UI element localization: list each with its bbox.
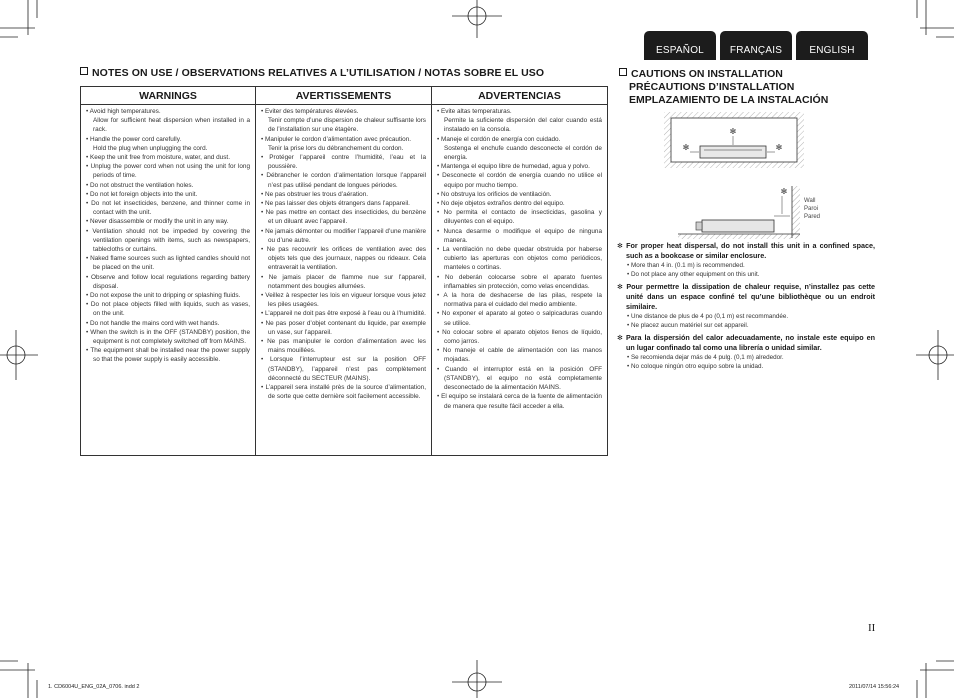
list-item: • Avoid high temperatures. — [86, 107, 250, 116]
advertencias-column — [432, 105, 608, 456]
list-item: Tenir compte d’une dispersion de chaleur suffisante lors de l’installation sur une étagère. — [268, 117, 426, 134]
list-item: • Do not obstruct the ventilation holes. — [86, 181, 250, 190]
tab-english[interactable]: ENGLISH — [796, 31, 868, 60]
caution-item: ✻ Para la dispersión del calor adecuadamente, no instale este equipo en un lugar confinado tal como una librería o unidad similar. • Se recomienda dejar más de 4 pulg. (0,1 m) alrededor. • No coloque ningún otro equipo sobre la unidad. — [617, 333, 875, 371]
list-item: • El equipo se instalará cerca de la fuente de alimentación de manera que resulte fácil acceder a ella. — [437, 392, 602, 410]
language-tabs — [644, 31, 868, 60]
list-item: • Manipuler le cordon d’alimentation avec précaution. — [261, 135, 426, 144]
enclosure-diagram — [664, 112, 804, 173]
cautions-list — [617, 241, 875, 374]
list-item: • Veillez à respecter les lois en vigueur lorsque vous jetez les piles usagées. — [261, 291, 426, 309]
list-item: • Ne pas laisser des objets étrangers dans l’appareil. — [261, 199, 426, 208]
list-item: • Ne pas recouvrir les orifices de ventilation avec des objets tels que des journaux, nappes ou rideaux. Cela entraverait la ventilation. — [261, 245, 426, 273]
list-item: Sostenga el enchufe cuando desconecte el cordón de energía. — [444, 144, 602, 162]
list-item: • When the switch is in the OFF (STANDBY) position, the equipment is not completely switched off from MAINS. — [86, 328, 250, 346]
list-item: • Handle the power cord carefully. — [86, 135, 250, 144]
list-item: • A la hora de deshacerse de las pilas, respete la normativa para el cuidado del medio ambiente. — [437, 291, 602, 309]
list-item: • L’appareil sera installé près de la source d’alimentation, de sorte que cette dernière soit facilement accessible. — [261, 383, 426, 401]
list-item: Tenir la prise lors du débranchement du cordon. — [268, 144, 404, 152]
list-item: Permite la suficiente dispersión del calor cuando está instalado en la consola. — [444, 117, 602, 134]
list-item: • Protéger l’appareil contre l’humidité, l’eau et la poussière. — [261, 153, 426, 171]
list-item: • Observe and follow local regulations regarding battery disposal. — [86, 273, 250, 291]
list-item: • No obstruya los orificios de ventilación. — [437, 190, 602, 199]
list-item: • Ne pas poser d’objet contenant du liquide, par exemple un vase, sur l’appareil. — [261, 319, 426, 337]
footer-file-info: 1. CD6004U_ENG_02A_0706. indd 2 — [48, 684, 140, 690]
list-item: • No deberán colocarse sobre el aparato fuentes inflamables sin protección, como velas encendidas. — [437, 273, 602, 291]
list-item: • Do not handle the mains cord with wet hands. — [86, 319, 250, 328]
registration-mark-bottom — [452, 658, 502, 698]
list-item: • Ne jamais placer de flamme nue sur l’appareil, notamment des bougies allumées. — [261, 273, 426, 291]
list-item: • Cuando el interruptor está en la posición OFF (STANDBY), el equipo no está completamente desconectado de la alimentación MAINS. — [437, 365, 602, 393]
list-item: • Evite altas temperaturas. — [437, 107, 602, 116]
list-item: • No deje objetos extraños dentro del equipo. — [437, 199, 602, 208]
list-item: • Débrancher le cordon d’alimentation lorsque l’appareil n’est pas utilisé pendant de longues périodes. — [261, 171, 426, 189]
section-title: NOTES ON USE / OBSERVATIONS RELATIVES A L’UTILISATION / NOTAS SOBRE EL USO — [80, 67, 544, 79]
wall-diagram — [678, 186, 802, 247]
checkbox-square-icon — [80, 67, 88, 75]
list-item: • Ne jamais démonter ou modifier l’appareil d’une manière ou d’une autre. — [261, 227, 426, 245]
list-item: • L’appareil ne doit pas être exposé à l’eau ou à l’humidité. — [261, 309, 426, 318]
registration-mark-right — [914, 330, 954, 380]
cautions-title: CAUTIONS ON INSTALLATION PRÉCAUTIONS D’INSTALLATION EMPLAZAMIENTO DE LA INSTALACIÓN — [619, 68, 828, 107]
warnings-column — [81, 105, 256, 456]
list-item: • Eviter des températures élevées. — [261, 107, 426, 116]
list-item: • Do not expose the unit to dripping or splashing fluids. — [86, 291, 250, 300]
list-item: • Ne pas mettre en contact des insecticides, du benzène et un diluant avec l’appareil. — [261, 208, 426, 226]
list-item: • Unplug the power cord when not using the unit for long periods of time. — [86, 162, 250, 180]
list-item: • Maneje el cordón de energía con cuidado. — [437, 135, 602, 144]
list-item: • Naked flame sources such as lighted candles should not be placed on the unit. — [86, 254, 250, 272]
svg-text:✻: ✻ — [682, 143, 690, 152]
list-item: • No maneje el cable de alimentación con las manos mojadas. — [437, 346, 602, 364]
wall-label: Wall Paroi Pared — [804, 198, 821, 220]
header-advertencias: ADVERTENCIAS — [432, 87, 608, 105]
svg-text:✻: ✻ — [780, 187, 788, 196]
caution-item: ✻ For proper heat dispersal, do not install this unit in a confined space, such as a bookcase or similar enclosure. • More than 4 in. (0.1 m) is recommended. • Do not place any other equipment on this unit. — [617, 241, 875, 279]
list-item: • Ne pas obstruer les trous d’aération. — [261, 190, 426, 199]
list-item: • Lorsque l’interrupteur est sur la position OFF (STANDBY), l’appareil n’est pas complètement déconnecté du SECTEUR (MAINS). — [261, 355, 426, 383]
list-item: • No colocar sobre el aparato objetos llenos de líquido, como jarros. — [437, 328, 602, 346]
list-item: • Ventilation should not be impeded by covering the ventilation openings with items, such as newspapers, tablecloths or curtains. — [86, 227, 250, 255]
header-avertissements: AVERTISSEMENTS — [256, 87, 432, 105]
header-warnings: WARNINGS — [81, 87, 256, 105]
list-item: • La ventilación no debe quedar obstruida por haberse cubierto las aperturas con objetos como periódicos, manteles o cortinas. — [437, 245, 602, 273]
list-item: • Ne pas manipuler le cordon d’alimentation avec les mains mouillées. — [261, 337, 426, 355]
tab-espanol[interactable]: ESPAÑOL — [644, 31, 716, 60]
list-item: • Do not place objects filled with liquids, such as vases, on the unit. — [86, 300, 250, 318]
svg-text:✻: ✻ — [775, 143, 783, 152]
list-item: • Mantenga el equipo libre de humedad, agua y polvo. — [437, 162, 602, 171]
checkbox-square-icon — [619, 68, 627, 76]
tab-francais[interactable]: FRANÇAIS — [720, 31, 792, 60]
caution-item: ✻ Pour permettre la dissipation de chaleur requise, n’installez pas cette unité dans un espace confiné tel qu’une bibliothèque ou un endroit similaire. • Une distance de plus de 4 po (0,1 m) est recommandée. • Ne placez aucun matériel sur cet appareil. — [617, 282, 875, 330]
list-item: Allow for sufficient heat dispersion when installed in a rack. — [93, 117, 250, 134]
list-item: • Nunca desarme o modifique el equipo de ninguna manera. — [437, 227, 602, 245]
list-item: • No permita el contacto de insecticidas, gasolina y diluyentes con el equipo. — [437, 208, 602, 226]
list-item: • Keep the unit free from moisture, water, and dust. — [86, 153, 250, 162]
notes-table — [80, 86, 608, 456]
list-item: • No exponer el aparato al goteo o salpicaduras cuando se utilice. — [437, 309, 602, 327]
list-item: • Do not let foreign objects into the unit. — [86, 190, 250, 199]
crop-mark-top-right — [880, 0, 954, 70]
footer-timestamp: 2011/07/14 15:56:24 — [849, 684, 900, 690]
svg-text:✻: ✻ — [729, 127, 737, 136]
list-item: • Do not let insecticides, benzene, and thinner come in contact with the unit. — [86, 199, 250, 217]
page-number: II — [868, 622, 876, 634]
registration-mark-left — [0, 330, 40, 380]
crop-mark-top-left — [0, 0, 120, 70]
list-item: • The equipment shall be installed near the power supply so that the power supply is easily accessible. — [86, 346, 250, 364]
list-item: • Desconecte el cordón de energía cuando no utilice el equipo por mucho tiempo. — [437, 171, 602, 189]
registration-mark-top — [452, 0, 502, 40]
list-item: • Never disassemble or modify the unit in any way. — [86, 217, 250, 226]
list-item: Hold the plug when unplugging the cord. — [93, 144, 208, 152]
avertissements-column — [256, 105, 432, 456]
